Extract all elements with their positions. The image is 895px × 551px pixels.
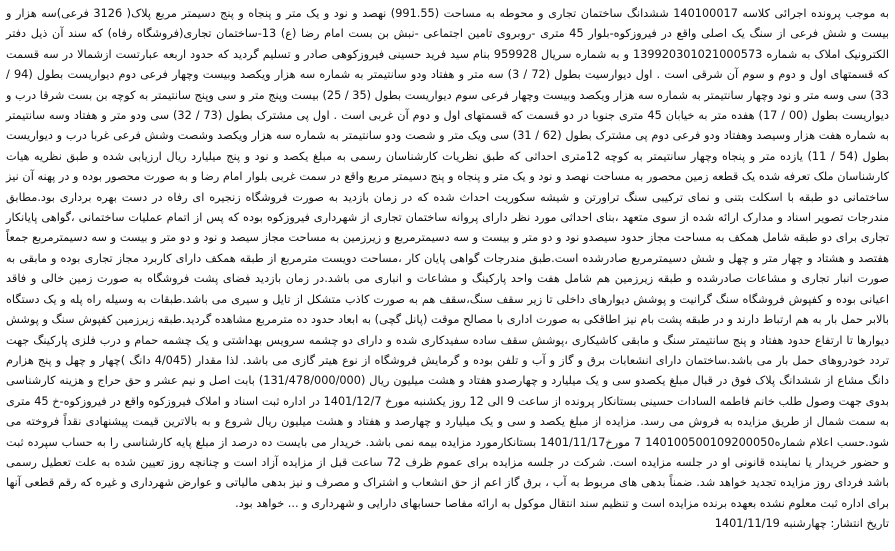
notice-body: به موجب پرونده اجرائی کلاسه 140100017 ششدانگ ساختمان تجاری و محوطه به مساحت (991.55) نهصد و نود و یک متر و پنجاه و پنج دسیمتر مربع پلاک( 3126 فرعی)سه هزار و بیست و شش فرعی از سنگ یک اصلی واقع در فیروزکوه-بلوار 45 متری -روبروی تامین اجتماعی -نبش بن بست امام رضا (ع) 13-ساختمان تجاری(فروشگاه رفاه) که سند آن ذیل دفتر الکترونیک املاک به شماره 139920301021000573 و به شماره سریال 959928 بنام سید فرید حسینی فیروزکوهی صادر و تسلیم گردید که حدود اربعه عبارتست ازشمالا در سه قسمت که قسمتهای اول و دوم و سوم آن شرقی است . اول دیوارسیت بطول (72 / 3) سه متر و هفتاد ودو سانتیمتر به شماره سه هزار ویکصد وبیست وچهار فرعی دوم دیواریست بطول (94 / 33) سی وسه متر و نود وچهار سانتیمتر به شماره سه هزار ویکصد وبیست وچهار فرعی سوم دیواریست بطول (35 / 25) بیست وپنج متر و سی وپنج سانتیمتر به کوچه بن بست شرقا درب و دیواریست بطول (00 / 17) هفده متر به خیابان 45 متری جنوبا در دو قسمت که قسمتهای اول و دوم آن غربی است . اول پی مشترک بطول (73 / 32) سی ودو متر و هفتاد وسه سانتیمتر به شماره هفت هزار وسیصد وهفتاد ودو فرعی دوم پی مشترک بطول (62 / 31) سی ویک متر و شصت ودو سانتیمتر به شماره سه هزار ویکصد وشصت وشش فرعی غربا درب و دیواریست بطول (54 / 11) یازده متر و پنجاه وچهار سانتیمتر به کوچه 12متری احداثی که طبق نظریات کارشناسان رسمی به مبلغ یکصد و نود و پنج میلیارد ریال ارزیابی شده و طبق نظریه هیات کارشناسان ملک تعرفه شده یک قطعه زمین محصور به مساحت نهصد و نود و یک متر و پنجاه و پنج دسیمتر مربع واقع در سمت غربی بلوار امام رضا و به صورت محصور بوده و در پهنه آن نیز ساختمانی دو طبقه با اسکلت بتنی و نمای ترکیبی سنگ تراورتن و شیشه سکوریت احداث شده که در زمان بازدید به صورت فروشگاه زنجیره ای رفاه در دست بهره برداری بود.مطابق مندرجات تصویر اسناد و مدارک ارائه شده از سوی متعهد ،بنای احداثی مورد نظر دارای پروانه ساختمان تجاری از شهرداری فیروزکوه بوده که پس از اتمام عملیات ساختمانی ،گواهی پایانکار تجاری برای دو طبقه شامل همکف به مساحت مجاز حدود سیصدو نود و دو متر و بیست و سه دسیمترمربع و زیرزمین به مساحت مجاز سیصد و نود و دو متر و بیست و سه دسیمترمربع جمعاً هفتصد و هشتاد و چهار متر و چهل و شش دسیمترمربع صادرشده است.طبق مندرجات گواهی پایان کار ،مساحت دویست مترمربع از طبقه همکف دارای کاربرد مجاز تجاری بوده و مابقی به صورت انبار تجاری و مشاعات صادرشده و طبقه زیرزمین هم شامل هفت واحد پارکینگ و مشاعات و انباری می باشد.در زمان بازدید فضای پشت فروشگاه به صورت زمین خالی و فاقد اعیانی بوده و کفپوش فروشگاه سنگ گرانیت و پوشش دیوارهای داخلی تا زیر سقف سنگ،سقف هم به صورت کاذب متشکل از تایل و سیری می باشد.طبقات به وسیله راه پله و یک دستگاه بالابر حمل بار به هم ارتباط دارند و در طبقه پشت بام نیز اطاقکی به صورت اداری با مصالح موقت (پانل گچی) به ابعاد حدود ده مترمربع مشاهده گردید.طبقه زیرزمین کفپوش سنگ و پوشش دیوارها تا ارتفاع حدود هفتاد و پنج سانتیمتر سنگ و مابقی کاشیکاری ،پوشش سقف ساده سفیدکاری شده و دارای دو چشمه سرویس بهداشتی و یک چشمه حمام و درب فلزی پارکینگ جهت تردد خودروهای حمل بار می باشد.ساختمان دارای انشعابات برق و گاز و آب و تلفن بوده و گرمایش فروشگاه از نوع هیتر گازی می باشد. لذا مقدار (4/045 دانگ )چهار و چهل و پنج هزارم دانگ مشاع از ششدانگ پلاک فوق در قبال مبلغ یکصدو سی و یک میلیارد و چهارصدو هفتاد و هشت میلیون ریال (131/478/000/000) بابت اصل و نیم عشر و حق حراج و هزینه کارشناسی بدوی جهت وصول طلب خانم فاطمه السادات حسینی بستانکار پرونده از ساعت 9 الی 12 روز یکشنبه مورخ 1401/12/7 در اداره ثبت اسناد و املاک فیروزکوه واقع در فیروزکوه-خ 45 متری به سمت شمال از طریق مزایده به فروش می رسد. مزایده از مبلغ یکصد و سی و یک میلیارد و چهارصد و هفتاد و هشت میلیون ریال شروع و به بالاترین قیمت پیشنهادی نقداً فروخته می شود.حسب اعلام شماره140100500109200050 7 مورخ1401/11/17 بستانکارمورد مزایده بیمه نمی باشد. خریدار می بایست ده درصد از مبلغ پایه کارشناسی را به حساب سپرده ثبت و حضور خریدار یا نماینده قانونی او در جلسه مزایده است. شرکت در جلسه مزایده برای عموم ظرف 72 ساعت قبل از مزایده آزاد است و چنانچه روز تعیین شده به علت تعطیل رسمی باشد فردای روز مزایده تجدید خواهد شد. ضمناً بدهی های مربوط به آب ، برق گاز اعم از حق انشعاب و اشتراک و مصرف و نیز بدهی مالیاتی و عوارض شهرداری و غیره که رقم قطعی آنها برای اداره ثبت معلوم نشده بعهده برنده مزایده است و تنظیم سند انتقال موکول به ارائه مفاصا حسابهای دارایی و شهرداری و ... خواهد بود. [6, 7, 890, 510]
publication-date: تاریخ انتشار: چهارشنبه 1401/11/19 [714, 517, 889, 531]
